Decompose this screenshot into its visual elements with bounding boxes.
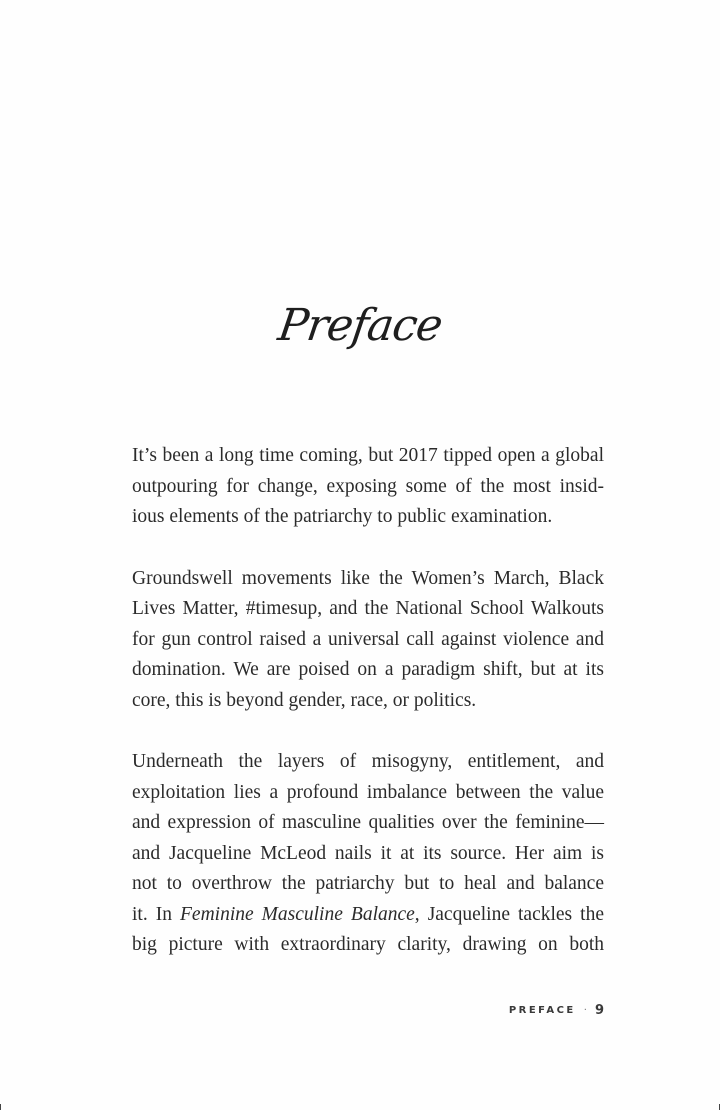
paragraph-2 [132,564,604,717]
text-line: not to overthrow the patriarchy but to heal and balance [132,873,604,894]
text-fragment: , Jacqueline tackles the [414,903,604,925]
text-line: core, this is beyond gender, race, or politics. [132,689,477,711]
text-line-with-book-title [132,900,604,931]
paragraph-3 [132,747,604,961]
page-footer [509,1003,604,1018]
text-line: Lives Matter, #timesup, and the National School Walkouts [132,598,604,619]
text-line: and Jacqueline McLeod nails it at its source. Her aim is [132,842,604,864]
text-line: outpouring for change, exposing some of the most insid- [132,475,604,497]
text-line: exploitation lies a profound imbalance between the value [132,781,604,803]
text-line: and expression of masculine qualities over the feminine— [132,812,604,833]
page-number: 9 [594,1003,604,1018]
paragraph-1 [132,441,604,533]
chapter-title: Preface [275,300,446,351]
body-text [132,441,604,992]
book-title-italic: Feminine Masculine Balance [180,903,415,925]
text-line: Groundswell movements like the Women’s March, Black [132,567,604,589]
text-line: It’s been a long time coming, but 2017 tipped open a global [132,445,604,466]
text-line: ious elements of the patriarchy to public examination. [132,506,553,527]
text-line: for gun control raised a universal call against violence and [132,628,604,650]
running-head: PREFACE [508,1005,576,1016]
text-line: Underneath the layers of misogyny, entitlement, and [132,751,604,772]
separator: · [583,1005,587,1016]
crop-mark-left [0,1104,1,1110]
text-line: big picture with extraordinary clarity, drawing on both [132,934,604,955]
text-fragment: it. In [132,903,180,925]
text-line: domination. We are poised on a paradigm shift, but at its [132,659,604,680]
